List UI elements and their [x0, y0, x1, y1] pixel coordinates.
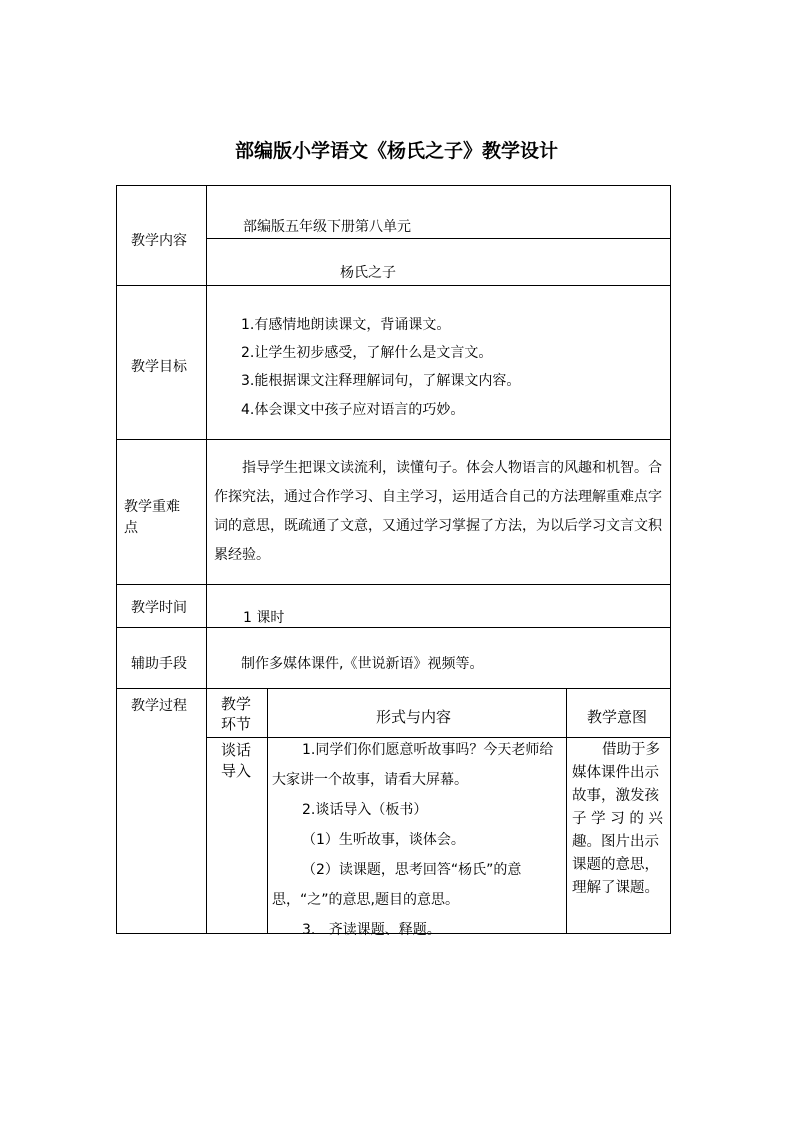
keypoints-line: 指导学生把课文读流利，读懂句子。体会人物语言的风趣和机智。合 [242, 460, 662, 476]
grid-line [206, 186, 207, 934]
keypoints-text [214, 454, 666, 570]
grid-line [117, 688, 671, 689]
row-label-goals: 教学目标 [131, 359, 187, 375]
intent-line: 媒体课件出示 [572, 765, 659, 781]
goal-item: 4.体会课文中孩子应对语言的巧妙。 [241, 402, 465, 418]
stage-name: 谈话 [221, 741, 252, 759]
content-unit: 部编版五年级下册第八单元 [243, 219, 411, 235]
grid-line [206, 238, 671, 239]
goal-item: 1.有感情地朗读课文，背诵课文。 [241, 317, 451, 333]
stage-name-cont: 导入 [221, 762, 252, 780]
intent-line: 故事，激发孩 [572, 788, 659, 804]
grid-line [566, 688, 567, 934]
goal-item: 2.让学生初步感受，了解什么是文言文。 [241, 345, 493, 361]
col-header-stage-cont: 环节 [221, 715, 252, 733]
process-line: 3. 齐读课题、释题。 [302, 922, 441, 938]
process-line: （2）读课题，思考回答“杨氏”的意 [302, 862, 522, 878]
col-header-intent: 教学意图 [587, 708, 648, 726]
intent-line: 理解了课题。 [572, 880, 659, 896]
grid-line [267, 688, 268, 934]
col-header-stage: 教学 [221, 695, 252, 713]
row-label-process: 教学过程 [131, 698, 187, 714]
process-content [272, 735, 562, 945]
row-label-aids: 辅助手段 [131, 656, 187, 672]
intent-line: 借助于多 [602, 742, 660, 758]
row-label-time: 教学时间 [131, 600, 187, 616]
aids-value: 制作多媒体课件,《世说新语》视频等。 [241, 656, 484, 672]
grid-line [117, 285, 671, 286]
grid-line [117, 439, 671, 440]
keypoints-line: 作探究法，通过合作学习、自主学习，运用适合自己的方法理解重难点字 [214, 489, 662, 505]
grid-line [117, 627, 671, 628]
row-label-keypoints: 教学重难 [124, 499, 180, 515]
content-lesson: 杨氏之子 [340, 265, 396, 281]
keypoints-line: 累经验。 [214, 547, 270, 563]
intent-line: 趣。图片出示 [572, 834, 659, 850]
row-label-content: 教学内容 [131, 233, 187, 249]
page-title: 部编版小学语文《杨氏之子》教学设计 [234, 140, 558, 162]
process-line: 思，“之”的意思,题目的意思。 [272, 892, 459, 908]
lesson-plan-table [116, 185, 671, 938]
process-line: （1）生听故事，谈体会。 [302, 832, 465, 848]
process-line: 大家讲一个故事，请看大屏幕。 [272, 772, 468, 788]
process-intent [572, 739, 666, 900]
row-label-keypoints-cont: 点 [124, 520, 138, 536]
col-header-content: 形式与内容 [376, 708, 452, 726]
keypoints-line: 词的意思，既疏通了文意，又通过学习掌握了方法，为以后学习文言文积 [214, 518, 662, 534]
goal-item: 3.能根据课文注释理解词句，了解课文内容。 [241, 373, 521, 389]
process-line: 1.同学们你们愿意听故事吗？今天老师给 [302, 742, 554, 758]
intent-line: 子 学 习 的 兴 [572, 811, 663, 827]
intent-line: 课题的意思， [572, 857, 659, 873]
grid-line [117, 584, 671, 585]
time-value: 1 课时 [243, 610, 285, 626]
process-line: 2.谈话导入（板书） [302, 802, 428, 818]
